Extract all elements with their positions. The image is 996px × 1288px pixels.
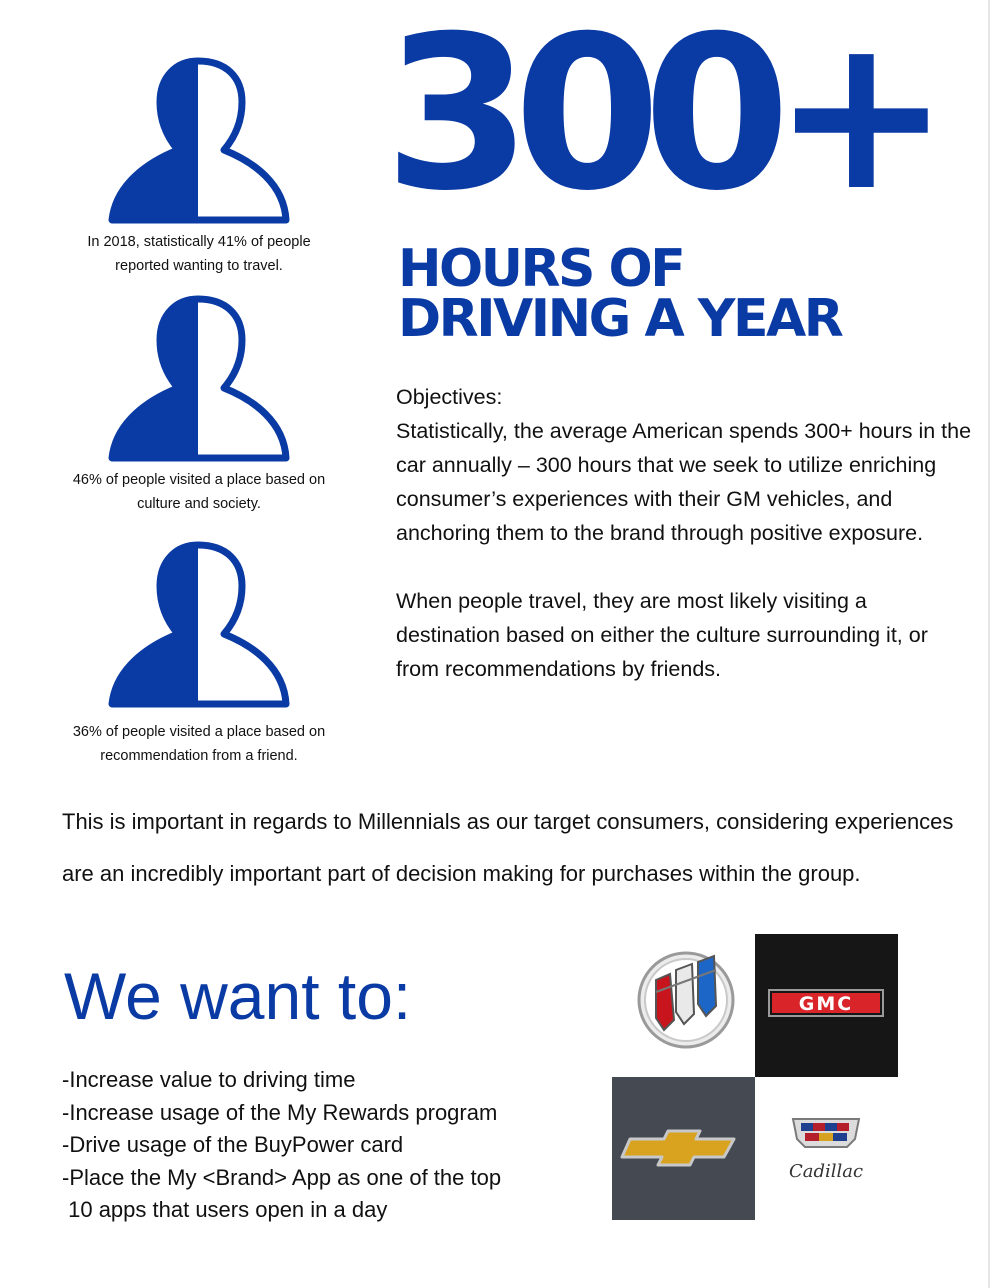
chevrolet-bowtie-icon <box>612 1077 755 1220</box>
goal-item: -Increase value to driving time <box>62 1067 356 1092</box>
cadillac-logo-tile <box>755 1077 898 1220</box>
buick-logo-tile <box>612 934 755 1077</box>
hero-number: 300+ <box>384 0 933 237</box>
objectives-heading: Objectives: <box>396 385 503 409</box>
person-icon <box>104 290 292 466</box>
buick-shield-icon <box>612 934 755 1077</box>
brand-logo-grid <box>612 934 898 1220</box>
stat-caption-recommendation: 36% of people visited a place based on recommendation from a friend. <box>72 724 326 764</box>
goals-title: We want to: <box>64 959 412 1033</box>
goals-list <box>62 1064 582 1227</box>
cadillac-crest-icon <box>755 1077 898 1220</box>
person-icon <box>104 52 292 228</box>
objectives-paragraph-1: Statistically, the average American spends 300+ hours in the car annually – 300 hours that we seek to utilize enriching consumer’s experiences with their GM vehicles, and anchoring them to the brand through positive exposure. <box>396 419 972 545</box>
importance-paragraph: This is important in regards to Millennials as our target consumers, considering experiences are an incredibly important part of decision making for purchases within the group. <box>62 809 954 886</box>
chevrolet-logo-tile <box>612 1077 755 1220</box>
hero-headline <box>398 239 958 349</box>
stat-caption-travel: In 2018, statistically 41% of people reported wanting to travel. <box>87 234 311 274</box>
headline-line-2: DRIVING A YEAR <box>398 289 842 349</box>
objectives-block <box>396 380 976 686</box>
goal-item: -Increase usage of the My Rewards program <box>62 1099 498 1125</box>
gmc-wordmark: GMC <box>798 993 854 1015</box>
page-edge-rule <box>988 0 990 1288</box>
goal-item: -Drive usage of the BuyPower card <box>62 1132 404 1158</box>
gmc-logo-tile <box>755 934 898 1077</box>
person-icon <box>104 536 292 712</box>
goal-item: -Place the My <Brand> App as one of the top <box>62 1164 502 1190</box>
headline-line-1: HOURS OF <box>398 239 684 299</box>
objectives-paragraph-2: When people travel, they are most likely visiting a destination based on either the culture surrounding it, or from recommendations by friends. <box>396 589 928 681</box>
gmc-logo <box>755 934 898 1077</box>
stat-caption-culture: 46% of people visited a place based on culture and society. <box>72 472 326 512</box>
goal-item: 10 apps that users open in a day <box>62 1197 388 1223</box>
cadillac-wordmark: Cadillac <box>788 1161 864 1182</box>
